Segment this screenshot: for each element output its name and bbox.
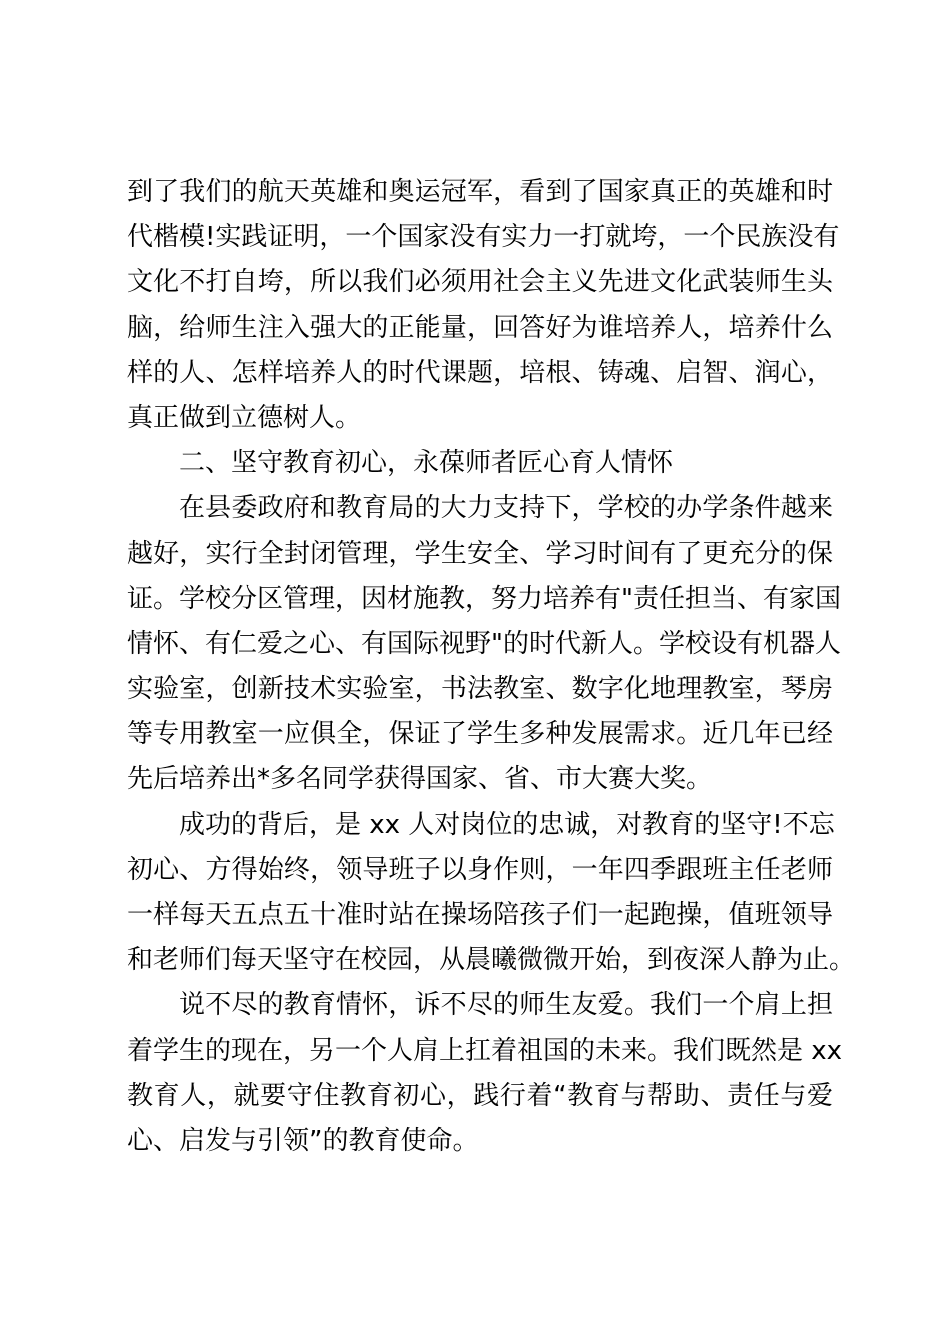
text-line: 证。学校分区管理，因材施教，努力培养有"责任担当、有家国 <box>127 583 841 614</box>
text-line: 文化不打自垮，所以我们必须用社会主义先进文化武装师生头 <box>127 267 833 298</box>
text-line: 说不尽的教育情怀，诉不尽的师生友爱。我们一个肩上担 <box>179 990 833 1021</box>
text-line: 越好，实行全封闭管理，学生安全、学习时间有了更充分的保 <box>127 538 833 569</box>
text-line: 教育人，就要守住教育初心，践行着“教育与帮助、责任与爱 <box>127 1080 833 1111</box>
text-line: 代楷模!实践证明，一个国家没有实力一打就垮，一个民族没有 <box>127 222 840 253</box>
text-line: 在县委政府和教育局的大力支持下，学校的办学条件越来 <box>179 493 833 524</box>
text-line: 和老师们每天坚守在校园，从晨曦微微开始，到夜深人静为止。 <box>127 945 856 976</box>
text-line: 到了我们的航天英雄和奥运冠军，看到了国家真正的英雄和时 <box>127 177 833 207</box>
text-line: 脑，给师生注入强大的正能量，回答好为谁培养人，培养什么 <box>127 312 833 343</box>
text-line: 情怀、有仁爱之心、有国际视野"的时代新人。学校设有机器人 <box>127 628 841 659</box>
text-line: 实验室，创新技术实验室，书法教室、数字化地理教室，琴房 <box>127 674 833 705</box>
section-heading: 二、坚守教育初心，永葆师者匠心育人情怀 <box>179 448 674 479</box>
text-line: 成功的背后，是 xx 人对岗位的忠诚，对教育的坚守!不忘 <box>179 809 835 840</box>
text-line: 初心、方得始终，领导班子以身作则，一年四季跟班主任老师 <box>127 854 833 885</box>
text-line: 着学生的现在，另一个人肩上扛着祖国的未来。我们既然是 xx <box>127 1035 843 1066</box>
text-line: 心、启发与引领”的教育使命。 <box>127 1125 479 1156</box>
text-line: 等专用教室一应俱全，保证了学生多种发展需求。近几年已经 <box>127 719 833 750</box>
text-line: 一样每天五点五十准时站在操场陪孩子们一起跑操，值班领导 <box>127 900 833 930</box>
text-line: 样的人、怎样培养人的时代课题，培根、铸魂、启智、润心， <box>127 357 833 388</box>
text-line: 先后培养出*多名同学获得国家、省、市大赛大奖。 <box>127 764 713 795</box>
document-body <box>127 170 856 1164</box>
text-line: 真正做到立德树人。 <box>127 402 362 433</box>
